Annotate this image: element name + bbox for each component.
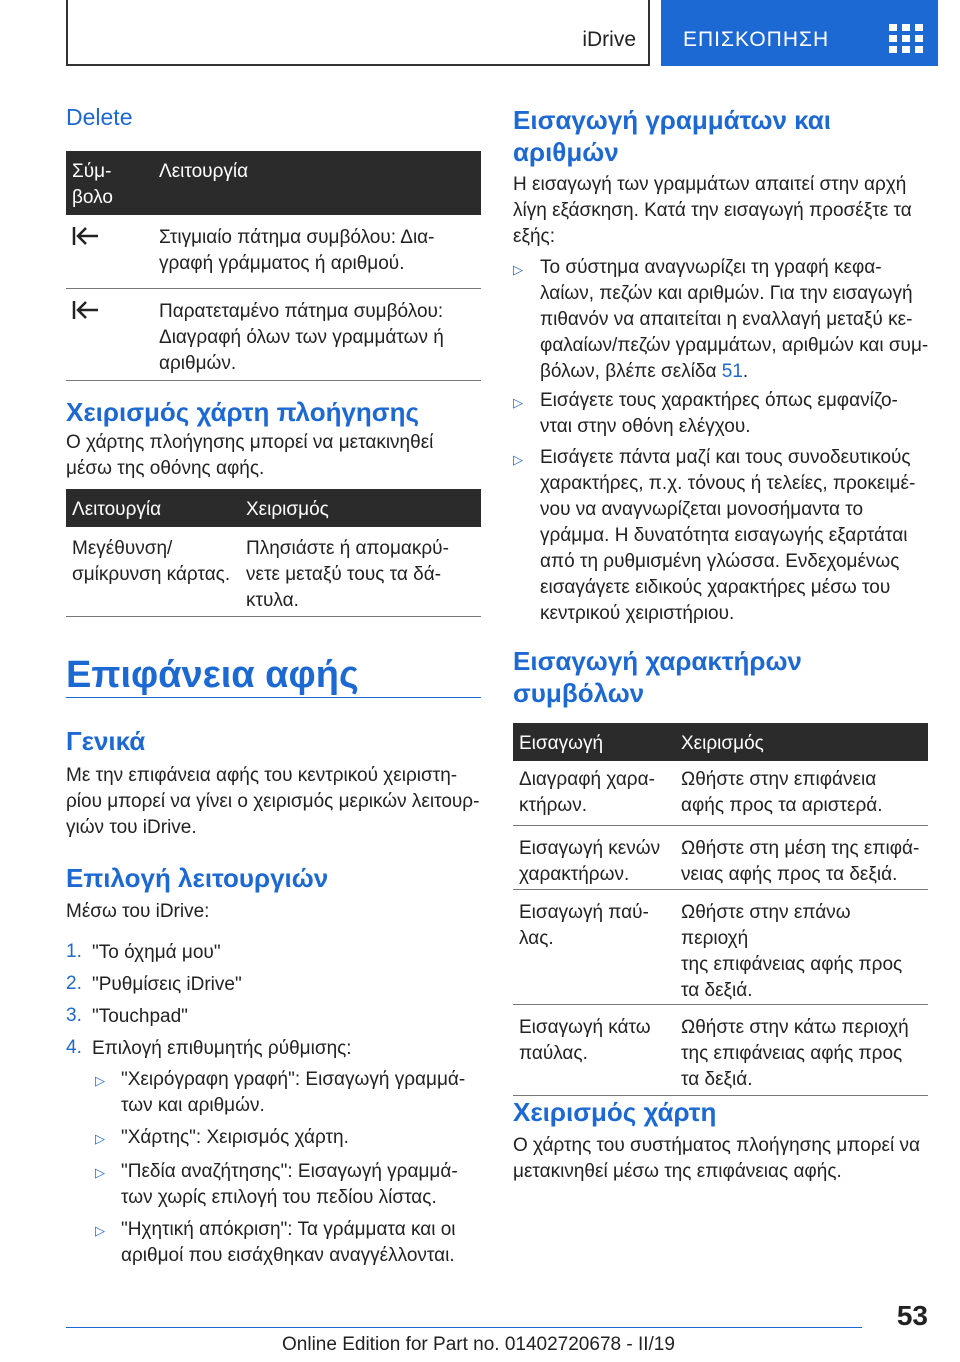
input-heading: Εισαγωγή γραμμάτων και αριθμών xyxy=(513,105,832,167)
delete-table xyxy=(66,151,481,381)
table-row xyxy=(513,889,928,1004)
map-operation-text: Ο χάρτης του συστήματος πλοήγησης μπορεί να μετακινηθεί μέσω της επιφάνειας αφής. xyxy=(513,1135,920,1182)
map-text: Ο χάρτης πλοήγησης μπορεί να μετακινηθεί μέσω της οθόνης αφής. xyxy=(66,432,434,479)
table-row xyxy=(513,1004,928,1095)
grid-icon xyxy=(889,24,925,54)
symbols-cell-operation: Ωθήστε στην επιφάνεια αφής προς τα αριστερά. xyxy=(673,761,928,825)
symbols-cell-operation: Ωθήστε στην επάνω περιοχή της επιφάνειας αφής προς τα δεξιά. xyxy=(673,889,928,1004)
delete-heading: Delete xyxy=(66,104,133,130)
symbols-heading: Εισαγωγή χαρακτήρων συμβόλων xyxy=(513,646,802,708)
delete-row-text: Παρατεταμένο πάτημα συμβόλου: Διαγραφή όλων των γραμμάτων ή αριθμών. xyxy=(151,288,481,380)
step-text: "Ρυθμίσεις iDrive" xyxy=(92,974,242,995)
map-heading: Χειρισμός χάρτη πλοήγησης xyxy=(66,397,419,427)
map-table-header-operation: Χειρισμός xyxy=(238,489,481,527)
table-row xyxy=(513,761,928,825)
header-left-frame xyxy=(66,0,650,66)
map-table-header-function: Λειτουργία xyxy=(66,489,238,527)
select-heading: Επιλογή λειτουργιών xyxy=(66,863,329,893)
page-number: 53 xyxy=(896,1300,928,1331)
triangle-bullet-icon: ▷ xyxy=(513,262,523,277)
triangle-bullet-icon: ▷ xyxy=(513,452,523,467)
step-text: "Touchpad" xyxy=(92,1006,188,1027)
input-bullet-text: Το σύστημα αναγνωρίζει τη γραφή κεφα- λαίων, πεζών και αριθμών. Για την εισαγωγή πιθανόν να απαιτείται η εναλλαγή μεταξύ κε- φαλαίων/πεζών γραμμάτων, αριθμών και συμ- βόλων, βλέπε σελίδα 51. xyxy=(540,257,929,382)
substep-text: "Χάρτης": Χειρισμός χάρτη. xyxy=(121,1127,349,1148)
input-text: Η εισαγωγή των γραμμάτων απαιτεί στην αρχή λίγη εξάσκηση. Κατά την εισαγωγή προσέξτε τα εξής: xyxy=(513,174,912,247)
symbols-cell-input: Εισαγωγή παύ- λας. xyxy=(513,889,673,1004)
triangle-bullet-icon: ▷ xyxy=(513,395,523,410)
triangle-bullet-icon: ▷ xyxy=(95,1223,105,1238)
map-table xyxy=(66,489,481,617)
step-number: 3. xyxy=(66,1005,82,1026)
step-number: 1. xyxy=(66,941,82,962)
symbols-header-input: Εισαγωγή xyxy=(513,723,673,761)
triangle-bullet-icon: ▷ xyxy=(95,1165,105,1180)
symbols-cell-input: Διαγραφή χαρα- κτήρων. xyxy=(513,761,673,825)
table-row xyxy=(66,288,481,380)
triangle-bullet-icon: ▷ xyxy=(95,1073,105,1088)
triangle-bullet-icon: ▷ xyxy=(95,1131,105,1146)
header-section-label: ΕΠΙΣΚΟΠΗΣΗ xyxy=(683,28,830,51)
symbols-cell-input: Εισαγωγή κάτω παύλας. xyxy=(513,1004,673,1095)
symbols-cell-operation: Ωθήστε στην κάτω περιοχή της επιφάνειας αφής προς τα δεξιά. xyxy=(673,1004,928,1095)
symbols-cell-operation: Ωθήστε στη μέση της επιφά- νειας αφής προς τα δεξιά. xyxy=(673,825,928,889)
substep-text: "Χειρόγραφη γραφή": Εισαγωγή γραμμά- των και αριθμών. xyxy=(121,1069,466,1116)
general-text: Με την επιφάνεια αφής του κεντρικού χειριστη- ρίου μπορεί να γίνει ο χειρισμός μερικών λειτουρ- γιών του iDrive. xyxy=(66,765,480,838)
footer-edition: Online Edition for Part no. 01402720678 - II/19 xyxy=(282,1334,675,1355)
step-number: 2. xyxy=(66,973,82,994)
delete-row-text: Στιγμιαίο πάτημα συμβόλου: Δια- γραφή γράμματος ή αριθμού. xyxy=(151,215,481,288)
header-section-tab[interactable] xyxy=(661,0,938,66)
step-text: "Το όχημά μου" xyxy=(92,942,221,963)
delete-table-header-symbol: Σύμ- βολο xyxy=(66,151,151,215)
footer-divider xyxy=(66,1327,862,1328)
input-bullet-text: Εισάγετε πάντα μαζί και τους συνοδευτικούς χαρακτήρες, π.χ. τόνους ή τελείες, προκειμέ- νου να αναγνωρίζεται μονοσήμαντα το γράμμα. Η δυνατότητα εισαγωγής εξαρτάται από τη ρυθμισμένη γλώσσα. Ενδεχομένως εισαγάγετε ειδικούς χαρακτήρες μέσω του κεντρικού χειριστήριου. xyxy=(540,447,916,624)
page-link[interactable]: 51 xyxy=(721,361,743,382)
symbols-table xyxy=(513,723,928,1096)
substep-text: "Ηχητική απόκριση": Τα γράμματα και οι αριθμοί που εισάχθηκαν αναγγέλλονται. xyxy=(121,1219,456,1266)
step-number: 4. xyxy=(66,1037,82,1058)
input-bullet-text: Εισάγετε τους χαρακτήρες όπως εμφανίζο- νται στην οθόνη ελέγχου. xyxy=(540,390,898,437)
select-text: Μέσω του iDrive: xyxy=(66,901,210,922)
delete-table-header-function: Λειτουργία xyxy=(151,151,481,215)
table-row xyxy=(513,825,928,889)
map-cell-operation: Πλησιάστε ή απομακρύ- νετε μεταξύ τους τα δά- κτυλα. xyxy=(238,527,481,616)
map-operation-heading: Χειρισμός χάρτη xyxy=(513,1097,717,1127)
touchpad-heading: Επιφάνεια αφής xyxy=(66,654,359,696)
header-idrive-label: iDrive xyxy=(582,28,636,51)
table-row xyxy=(66,527,481,616)
substep-text: "Πεδία αναζήτησης": Εισαγωγή γραμμά- των χωρίς επιλογή του πεδίου λίστας. xyxy=(121,1161,458,1208)
symbols-cell-input: Εισαγωγή κενών χαρακτήρων. xyxy=(513,825,673,889)
general-heading: Γενικά xyxy=(66,726,146,756)
symbols-header-operation: Χειρισμός xyxy=(673,723,928,761)
section-divider xyxy=(66,697,481,698)
backspace-icon xyxy=(72,299,100,321)
map-cell-function: Μεγέθυνση/ σμίκρυνση κάρτας. xyxy=(66,527,238,616)
step-text: Επιλογή επιθυμητής ρύθμισης: xyxy=(92,1038,352,1059)
backspace-icon xyxy=(72,225,100,247)
table-row xyxy=(66,215,481,288)
